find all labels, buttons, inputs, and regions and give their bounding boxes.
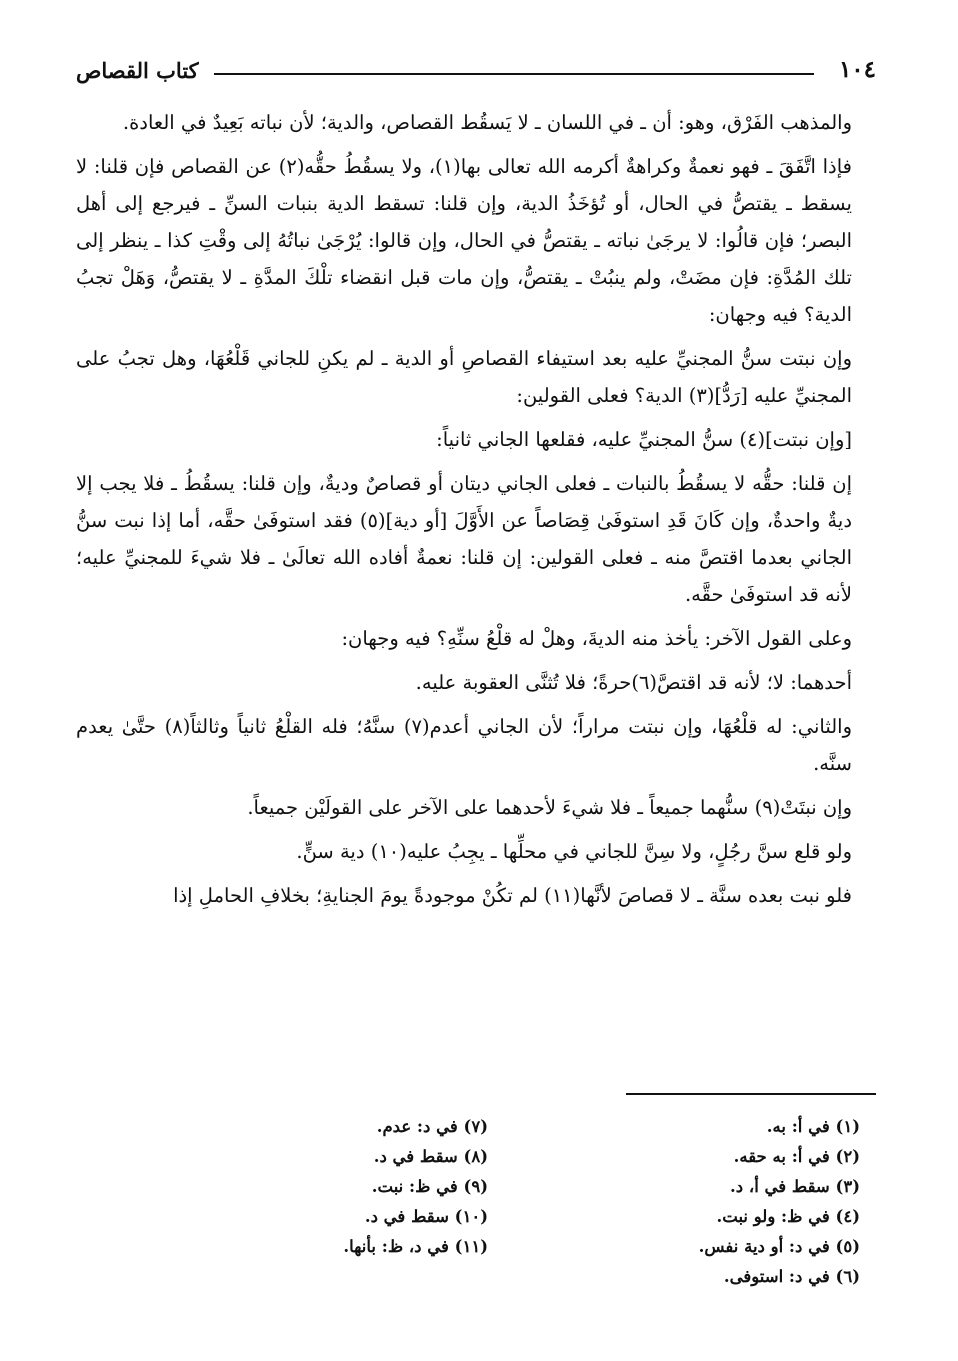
paragraph: والثاني: له قلْعُهَا، وإن نبتت مراراً؛ لأن الجاني أعدم(٧) سنَّهُ؛ فله القلْعُ ثانياً وثالثاً(٨) حتَّىٰ يعدم سنَّه. bbox=[76, 715, 852, 775]
footnote: (١) في أ: به. bbox=[766, 1117, 860, 1136]
footnote: (٦) في د: استوفى. bbox=[723, 1267, 860, 1286]
paragraph: وعلى القول الآخر: يأخذ منه الديةَ، وهلْ له قلْعُ سنِّهِ؟ فيه وجهان: bbox=[341, 627, 852, 650]
page-header bbox=[76, 52, 876, 92]
footnote: (١١) في د، ظ: بأنها. bbox=[343, 1237, 488, 1256]
footnote: (٥) في د: أو دية نفس. bbox=[698, 1237, 860, 1256]
paragraph: والمذهب الفَرْق، وهو: أن ـ في اللسان ـ لا يَسقُط القصاص، والدية؛ لأن نباته بَعِيدٌ في العادة. bbox=[122, 111, 852, 134]
page-number: ١٠٤ bbox=[838, 56, 876, 83]
footnote: (٤) في ظ: ولو نبت. bbox=[716, 1207, 860, 1226]
book-title: كتاب القصاص bbox=[76, 58, 199, 83]
paragraph: أحدهما: لا؛ لأنه قد اقتصَّ(٦)حرةً؛ فلا تُثنَّى العقوبة عليه. bbox=[415, 671, 852, 694]
footnote: (٨) سقط في د. bbox=[373, 1147, 488, 1166]
paragraph: فإذا اتَّفَقَ ـ فهو نعمةٌ وكراهةٌ أكرمه الله تعالى بها(١)، ولا يسقُطُ حقُّه(٢) عن القصاص فإن قلنا: لا يسقط ـ يقتصُّ في الحال، أو تُؤخَذُ الدية، وإن قلنا: تسقط الدية بنبات السنِّ ـ فيرجع إلى أهل البصر؛ فإن قالُوا: لا يرجَىٰ نباته ـ يقتصُّ في الحال، وإن قالوا: يُرْجَىٰ نباتُهُ إلى وقْتِ كذا ـ ينظر إلى تلك المُدَّةِ: فإن مضَتْ، ولم ينبُتْ ـ يقتصُّ، وإن مات قبل انقضاء تلْكَ المدَّةِ ـ لا يقتصُّ، وَهَلْ تجبُ الدية؟ فيه وجهان: bbox=[76, 155, 852, 326]
footnote: (٣) سقط في أ، د. bbox=[730, 1177, 860, 1196]
footnote: (١٠) سقط في د. bbox=[364, 1207, 488, 1226]
footnote: (٧) في د: عدم. bbox=[376, 1117, 488, 1136]
paragraph: إن قلنا: حقُّه لا يسقُطُ بالنبات ـ فعلى الجاني ديتان أو قصاصٌ وديةٌ، وإن قلنا: يسقُطُ ـ فلا يجب إلا ديةٌ واحدةٌ، وإن كَانَ قَدِ استوفَىٰ قِصَاصاً عن الأَوَّلَ [أو دية](٥) فقد استوفَىٰ حقَّه، أما إذا نبت سنُّ الجاني بعدما اقتصَّ منه ـ فعلى القولين: إن قلنا: نعمةٌ أفاده الله تعالَىٰ ـ فلا شيءَ للمجنيِّ عليه؛ لأنه قد استوفَىٰ حقَّه. bbox=[76, 472, 853, 606]
footnote: (٢) في أ: به حقه. bbox=[733, 1147, 860, 1166]
paragraph: [وإن نبتت](٤) سنُّ المجنيِّ عليه، فقلعها الجاني ثانياً: bbox=[436, 428, 852, 451]
footnote-divider bbox=[626, 1093, 876, 1095]
footnotes-right-column bbox=[620, 1112, 860, 1292]
footnote: (٩) في ظ: نبت. bbox=[371, 1177, 488, 1196]
paragraph: وإن نبتت سنُّ المجنيِّ عليه بعد استيفاء القصاصِ أو الدية ـ لم يكنِ للجاني قَلْعُهَا، وهل تجبُ على المجنيِّ عليه [رَدُّ](٣) الدية؟ فعلى القولين: bbox=[76, 347, 852, 407]
header-rule bbox=[214, 73, 814, 75]
paragraph: وإن نبتَتْ(٩) سنُّهما جميعاً ـ فلا شيءَ لأحدهما على الآخر على القولَيْن جميعاً. bbox=[247, 796, 852, 819]
paragraph: فلو نبت بعده سنَّة ـ لا قصاصَ لأنَّها(١١) لم تكُنْ موجودةً يومَ الجنايةِ؛ بخلافِ الحاملِ إذا bbox=[173, 884, 852, 907]
paragraph: ولو قلع سنَّ رجُلٍ، ولا سِنَّ للجاني في محلِّها ـ يجِبُ عليه(١٠) دية سنٍّ. bbox=[296, 840, 852, 863]
main-text bbox=[76, 104, 876, 921]
footnotes-left-column bbox=[268, 1112, 488, 1262]
